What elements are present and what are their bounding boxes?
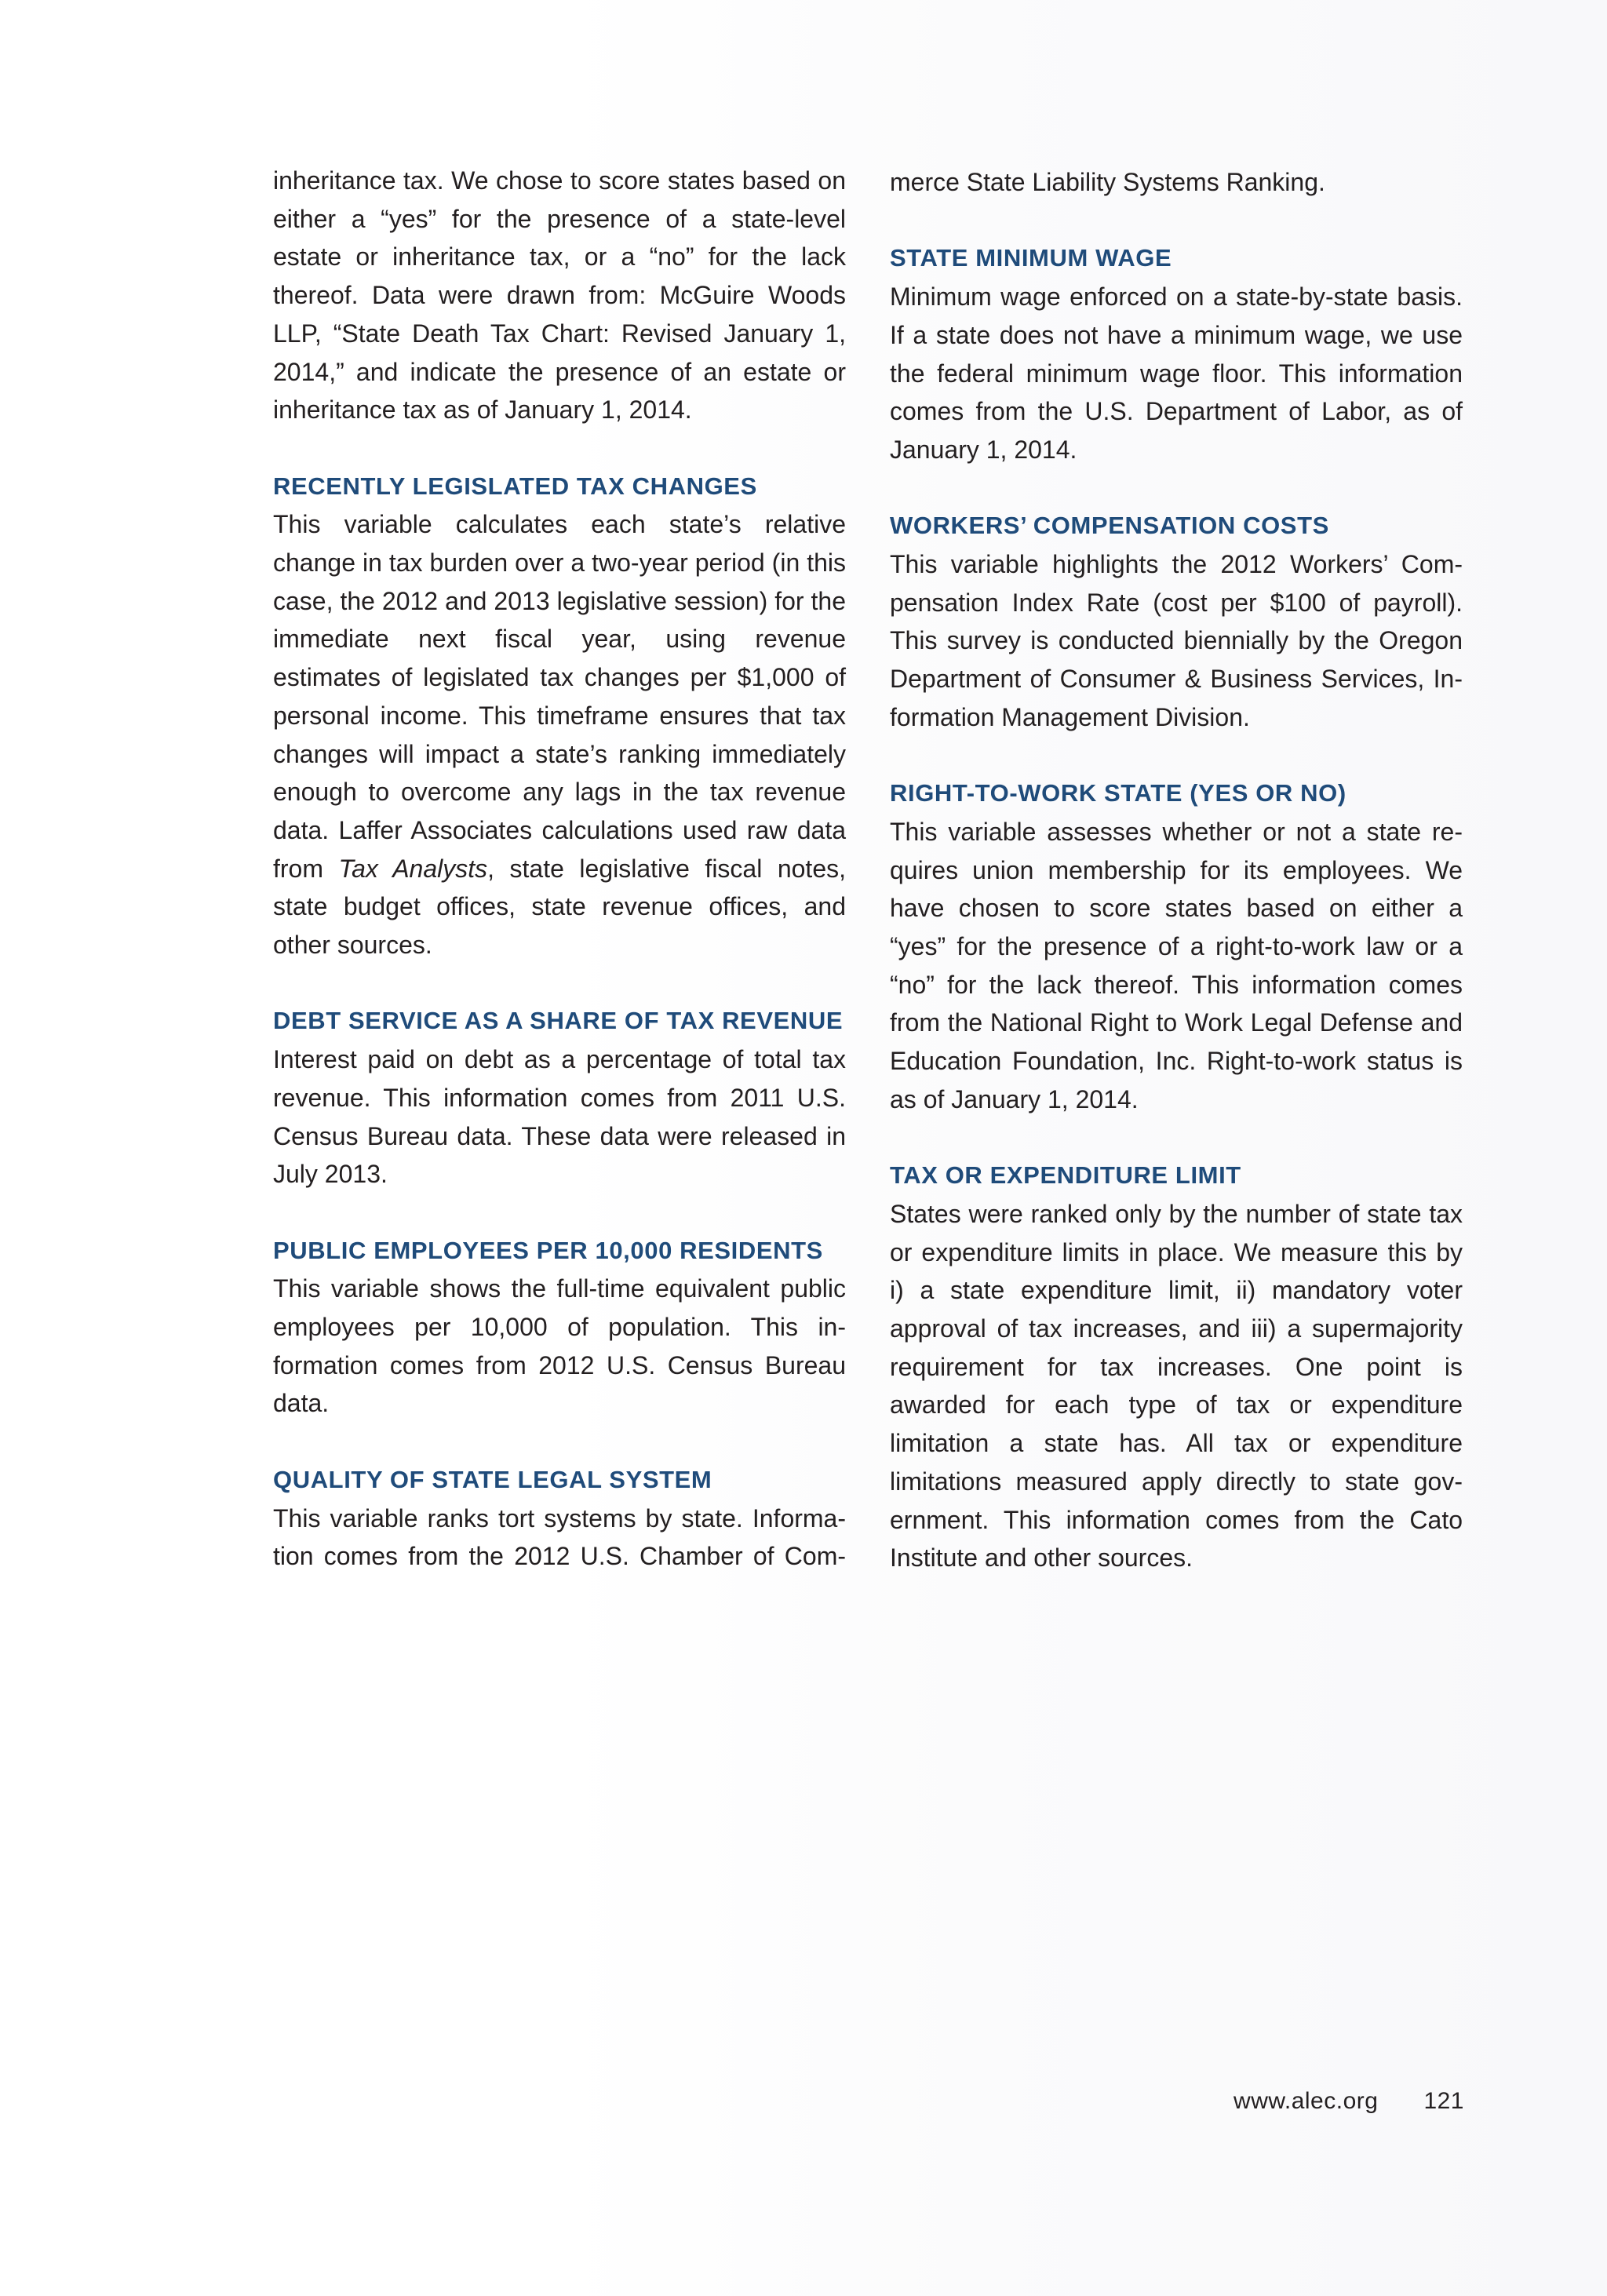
intro-paragraph: inheritance tax. We chose to score states based on either a “yes” for the presence of a state-level estate or inheritance tax, or a “no” for the lack thereof. Data were drawn from: McGuire Woods LLP, “State Death Tax Chart: Revised January 1, 2014,” and indicate the presence of an estate or inheritance tax as of January 1, 2014. xyxy=(273,166,846,425)
section-body-recently-legislated xyxy=(273,505,846,964)
section-body-workers-comp: This variable highlights the 2012 Workers’ Compensation Index Rate (cost per $100 of payroll). This survey is conducted biennially by the Oregon Department of Consumer & Business Services, Information Management Division. xyxy=(890,550,1463,731)
section-heading-right-to-work: RIGHT-TO-WORK STATE (YES OR NO) xyxy=(890,779,1346,807)
continuation-paragraph: merce State Liability Systems Ranking. xyxy=(890,168,1325,196)
body-text-before: This variable calculates each state’s relative change in tax burden over a two-year period (in this case, the 2012 and 2013 legislative session) for the immediate next fiscal year, using revenue estimates of legislated tax changes per $1,000 of personal income. This timeframe ensures that tax changes will impact a state’s ranking immediately enough to overcome any lags in the tax revenue data. Laffer Associates calculations used raw data from xyxy=(273,510,846,883)
section-body-tax-limit: States were ranked only by the number of state tax or expenditure limits in place. We measure this by i) a state expenditure limit, ii) mandatory voter approval of tax increases, and iii) a supermajority requirement for tax increases. One point is awarded for each type of tax or expenditure limitation a state has. All tax or expenditure limitations measured apply directly to state government. This information comes from the Cato Institute and other sources. xyxy=(890,1199,1463,1573)
section-body-public-employees: This variable shows the full-time equivalent public employees per 10,000 of population. This information comes from 2012 U.S. Census Bureau data. xyxy=(273,1274,846,1418)
right-column xyxy=(890,163,1463,1577)
section-body-minimum-wage: Minimum wage enforced on a state-by-state basis. If a state does not have a minimum wage, we use the federal minimum wage floor. This information comes from the U.S. Department of Labor, as of January 1, 2014. xyxy=(890,282,1463,464)
section-body-legal-system: This variable ranks tort systems by state. Information comes from the 2012 U.S. Chamber of Com- xyxy=(273,1503,846,1571)
section-body-right-to-work: This variable assesses whether or not a state requires union membership for its employees. We have chosen to score states based on either a “yes” for the presence of a right-to-work law or a “no” for the lack thereof. This information comes from the National Right to Work Legal Defense and Education Foundation, Inc. Right-to-work status is as of January 1, 2014. xyxy=(890,817,1463,1113)
section-heading-public-employees: PUBLIC EMPLOYEES PER 10,000 RESIDENTS xyxy=(273,1236,823,1264)
section-heading-tax-limit: TAX OR EXPENDITURE LIMIT xyxy=(890,1161,1241,1190)
page-footer xyxy=(1020,2086,1464,2117)
section-body-debt-service: Interest paid on debt as a percentage of total tax revenue. This information comes from 2011 U.S. Census Bureau data. These data were released in July 2013. xyxy=(273,1045,846,1189)
section-heading-debt-service: DEBT SERVICE AS A SHARE OF TAX REVENUE xyxy=(273,1007,844,1035)
body-text-after: , state legislative fiscal notes, state budget offices, state revenue offices, and other sources. xyxy=(273,854,847,960)
footer-url: www.alec.org xyxy=(1233,2088,1379,2114)
section-heading-workers-comp: WORKERS’ COMPENSATION COSTS xyxy=(890,512,1329,540)
section-heading-minimum-wage: STATE MINIMUM WAGE xyxy=(890,244,1172,272)
left-column xyxy=(273,162,846,1576)
publication-title: Tax Analysts xyxy=(338,854,488,883)
section-heading-legal-system: QUALITY OF STATE LEGAL SYSTEM xyxy=(273,1465,712,1493)
page-number: 121 xyxy=(1423,2088,1464,2114)
section-heading-recently-legislated: RECENTLY LEGISLATED TAX CHANGES xyxy=(273,472,757,500)
